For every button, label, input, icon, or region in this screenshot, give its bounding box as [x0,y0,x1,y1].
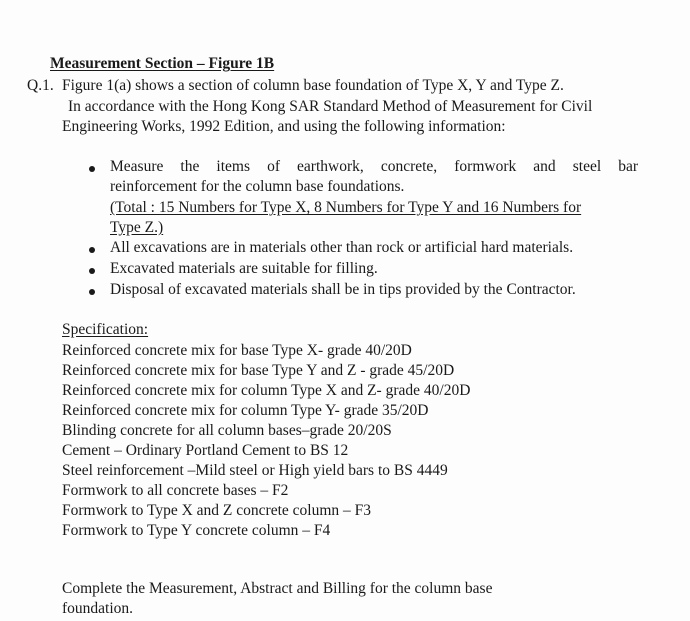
question-line-2: In accordance with the Hong Kong SAR Standard Method of Measurement for Civil [68,98,593,115]
spec-line: Reinforced concrete mix for base Type X- grade 40/20D [62,342,412,359]
question-number: Q.1. [27,77,54,94]
bullet-4-text: Disposal of excavated materials shall be in tips provided by the Contractor. [110,281,576,298]
bullet-2-text: All excavations are in materials other than rock or artificial hard materials. [110,239,574,256]
bullet-1-total-line-1: (Total : 15 Numbers for Type X, 8 Numbers for Type Y and 16 Numbers for [110,199,582,216]
bullet-marker [89,268,95,274]
closing-line-2: foundation. [62,600,134,617]
bullet-1-total-line-2: Type Z.) [110,219,164,236]
bullet-1-line-2: reinforcement for the column base foundations. [110,178,405,195]
spec-line: Steel reinforcement –Mild steel or High yield bars to BS 4449 [62,462,448,479]
spec-line: Formwork to Type X and Z concrete column – F3 [62,502,372,519]
spec-line: Reinforced concrete mix for base Type Y and Z - grade 45/20D [62,362,455,379]
bullet-marker [89,166,95,172]
question-line-3: Engineering Works, 1992 Edition, and using the following information: [62,118,506,135]
closing-line-1: Complete the Measurement, Abstract and Billing for the column base [62,580,493,597]
spec-line: Reinforced concrete mix for column Type Y- grade 35/20D [62,402,429,419]
spec-line: Blinding concrete for all column bases–grade 20/20S [62,422,392,439]
spec-line: Formwork to all concrete bases – F2 [62,482,289,499]
spec-line: Formwork to Type Y concrete column – F4 [62,522,331,539]
bullet-3-text: Excavated materials are suitable for filling. [110,260,378,277]
spec-line: Reinforced concrete mix for column Type X and Z- grade 40/20D [62,382,471,399]
specification-heading: Specification: [62,321,149,338]
bullet-marker [89,289,95,295]
bullet-1-line-1: Measure the items of earthwork, concrete, formwork and steel bar [110,158,638,175]
question-line-1: Figure 1(a) shows a section of column base foundation of Type X, Y and Type Z. [62,77,564,94]
bullet-marker [89,247,95,253]
spec-line: Cement – Ordinary Portland Cement to BS 12 [62,442,349,459]
page-title: Measurement Section – Figure 1B [50,55,275,72]
